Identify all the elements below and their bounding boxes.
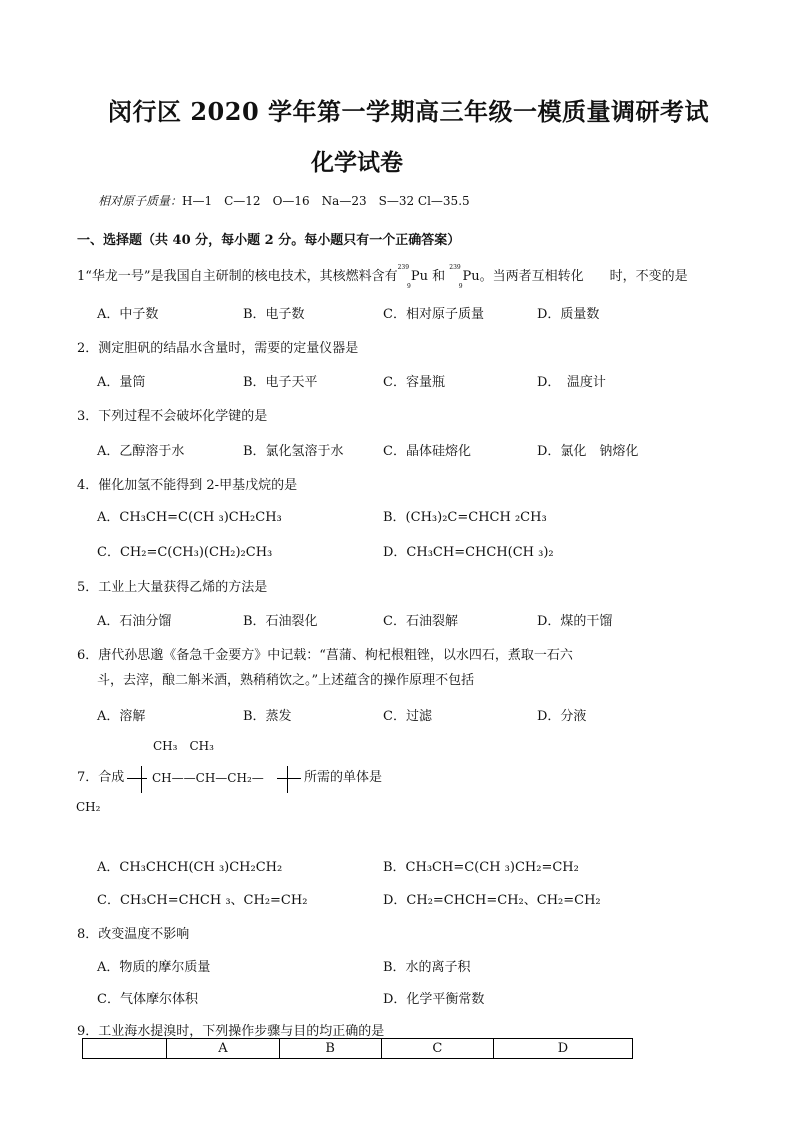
q2-option-c: C．容量瓶 [383,375,445,390]
q1-option-d: D．质量数 [537,307,600,322]
polymer-bond-left [127,778,147,779]
q4-option-b: B．(CH₃)₂C=CHCH ₂CH₃ [383,510,547,525]
q7-bottom-group: CH₂ [76,800,101,814]
q7-option-b: B．CH₃CH=C(CH ₃)CH₂=CH₂ [383,860,579,875]
q8-option-b: B．水的离子积 [383,960,471,975]
q4-option-c: C．CH₂=C(CH₃)(CH₂)₂CH₃ [97,545,273,560]
atomic-masses [98,192,470,209]
q6-option-c: C．过滤 [383,709,432,724]
q5-option-d: D．煤的干馏 [537,614,613,629]
table-header-blank [83,1039,167,1059]
q1-option-a: A．中子数 [97,307,159,322]
q5-option-a: A．石油分馏 [97,614,172,629]
q9-table [82,1038,633,1059]
isotope-2: $^{239}_9$Pu [449,263,480,290]
polymer-bond-right [277,778,301,779]
q5-option-b: B．石油裂化 [243,614,318,629]
q8-option-d: D．化学平衡常数 [383,992,485,1007]
question-3: 3．下列过程不会破坏化学键的是 [77,409,268,424]
atomic-masses-values: H—1 C—12 O—16 Na—23 S—32 Cl—35.5 [182,194,470,208]
polymer-bracket-left [141,766,142,793]
q3-option-a: A．乙醇溶于水 [97,444,185,459]
q8-option-a: A．物质的摩尔质量 [97,960,211,975]
q1-option-b: B．电子数 [243,307,305,322]
q1-mid: 和 [427,269,450,284]
question-9: 9．工业海水提溴时，下列操作步骤与目的均正确的是 [77,1024,385,1039]
q7-option-d: D．CH₂=CHCH=CH₂、CH₂=CH₂ [383,893,601,908]
q7-side-groups: CH₃ CH₃ [153,739,214,753]
q2-option-b: B．电子天平 [243,375,318,390]
q4-option-d: D．CH₃CH=CHCH(CH ₃)₂ [383,545,554,560]
q3-option-c: C．晶体硅熔化 [383,444,471,459]
question-6-line2: 斗，去滓，酿二斛米酒，熟稍稍饮之。”上述蕴含的操作原理不包括 [97,673,475,688]
table-row [83,1039,633,1059]
polymer-bracket-right [287,766,288,793]
q3-option-d: D．氯化 钠熔化 [537,444,639,459]
question-6-line1: 6．唐代孙思邈《备急千金要方》中记载：“菖蒲、枸杞根粗锉，以水四石，煮取一石六 [77,648,573,663]
exam-subtitle: 化学试卷 [311,149,403,176]
q7-option-c: C．CH₃CH=CHCH ₃、CH₂=CH₂ [97,893,308,908]
table-header-d: D [493,1039,632,1059]
q3-option-b: B．氯化氢溶于水 [243,444,344,459]
question-4: 4．催化加氢不能得到 2-甲基戊烷的是 [77,478,298,493]
q7-prefix: 7．合成 [77,770,125,785]
exam-title: 闵行区 2020 学年第一学期高三年级一模质量调研考试 [108,97,710,126]
table-header-b: B [279,1039,381,1059]
q4-option-a: A．CH₃CH=C(CH ₃)CH₂CH₃ [97,510,282,525]
question-1 [77,263,688,290]
q6-option-a: A．溶解 [97,709,146,724]
q6-option-d: D．分液 [537,709,587,724]
isotope-1: $^{239}_9$Pu [397,263,428,290]
table-header-c: C [381,1039,493,1059]
question-5: 5．工业上大量获得乙烯的方法是 [77,580,268,595]
q2-option-d: D． 温度计 [537,375,606,390]
q8-option-c: C．气体摩尔体积 [97,992,198,1007]
question-2: 2．测定胆矾的结晶水含量时，需要的定量仪器是 [77,341,359,356]
q2-option-a: A．量筒 [97,375,146,390]
q7-chain: CH——CH—CH₂— [152,771,264,785]
q7-option-a: A．CH₃CHCH(CH ₃)CH₂CH₂ [97,860,283,875]
q1-option-c: C．相对原子质量 [383,307,484,322]
question-8: 8．改变温度不影响 [77,927,190,942]
q1-suffix: 。当两者互相转化 时，不变的是 [479,269,688,284]
q6-option-b: B．蒸发 [243,709,292,724]
atomic-masses-label: 相对原子质量： [98,194,183,208]
q7-suffix: 所需的单体是 [304,770,383,785]
section-heading: 一、选择题（共 40 分，每小题 2 分。每小题只有一个正确答案） [77,233,461,248]
q5-option-c: C．石油裂解 [383,614,458,629]
q1-prefix: 1“华龙一号”是我国自主研制的核电技术，其核燃料含有 [77,269,398,284]
table-header-a: A [167,1039,279,1059]
